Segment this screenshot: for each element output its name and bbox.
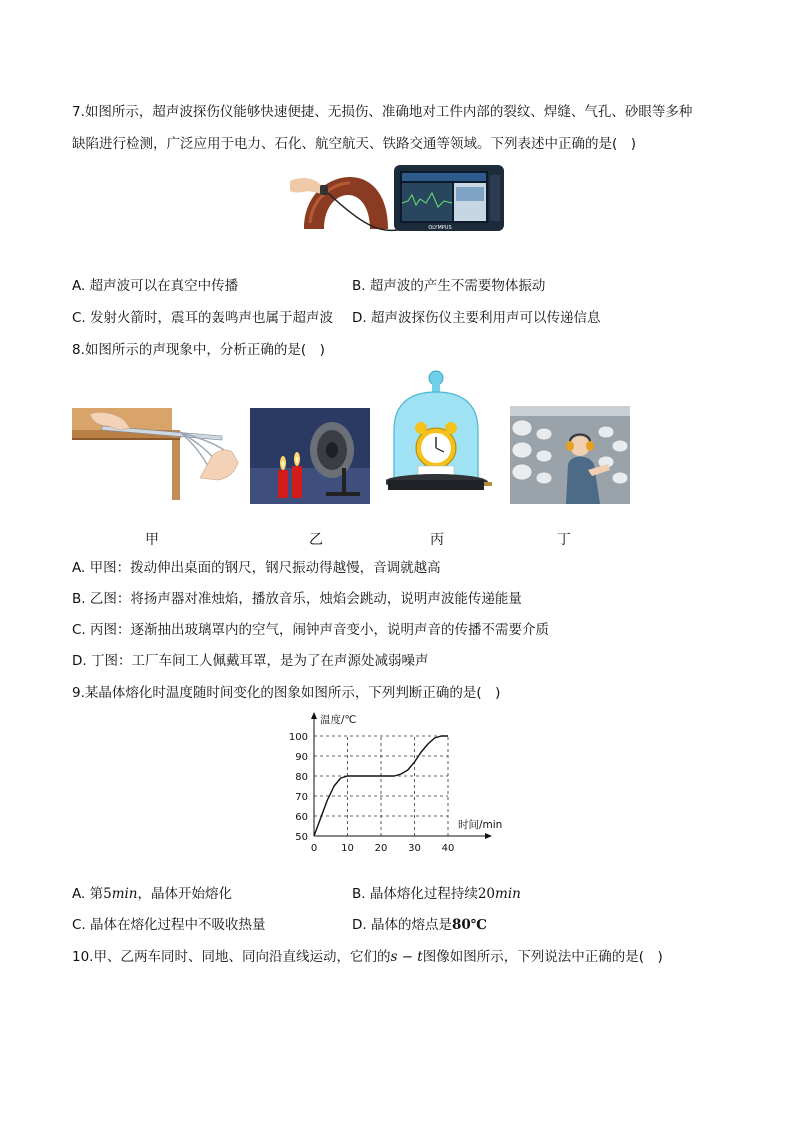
q7-stem-line2: 缺陷进行检测，广泛应用于电力、石化、航空航天、铁路交通等领域。下列表述中正确的是( ) bbox=[72, 136, 637, 152]
q9-option-d-prefix: D. 晶体的熔点是 bbox=[352, 917, 452, 933]
q9-option-b-unit: min bbox=[495, 886, 521, 902]
caption-jia: 甲 bbox=[145, 532, 159, 548]
x-axis-arrow bbox=[485, 833, 492, 839]
x-tick-label: 20 bbox=[374, 843, 388, 854]
device-brand-label: OLYMPUS bbox=[428, 225, 452, 231]
q9-option-d bbox=[352, 915, 487, 935]
q9-option-a-suffix: ，晶体开始熔化 bbox=[137, 886, 233, 902]
caption-yi: 乙 bbox=[309, 532, 323, 548]
q9-option-b-number: 20 bbox=[477, 886, 496, 902]
q9-option-a-unit: min bbox=[111, 886, 138, 902]
q7-stem-line1: 7.如图所示，超声波探伤仪能够快速便捷、无损伤、准确地对工件内部的裂纹、焊缝、气孔、砂眼等多种 bbox=[72, 104, 693, 120]
q8-option-b: B. 乙图：将扬声器对准烛焰，播放音乐，烛焰会跳动，说明声波能传递能量 bbox=[72, 591, 522, 607]
y-tick-label: 100 bbox=[288, 732, 308, 743]
q7-option-b: B. 超声波的产生不需要物体振动 bbox=[352, 278, 546, 294]
caption-ding: 丁 bbox=[557, 532, 571, 548]
y-tick-label: 70 bbox=[295, 792, 308, 803]
q9-stem: 9.某晶体熔化时温度随时间变化的图象如图所示，下列判断正确的是( ) bbox=[72, 685, 501, 701]
ultrasonic-flaw-detector-photo bbox=[290, 163, 506, 241]
factory-worker-earmuffs-photo bbox=[510, 406, 630, 504]
q9-option-a-prefix: A. 第 bbox=[72, 886, 104, 902]
y-axis-label: 温度/℃ bbox=[320, 714, 357, 726]
x-axis-label: 时间/min bbox=[458, 819, 503, 831]
q10-stem-math: s − t bbox=[390, 949, 423, 965]
y-tick-label: 80 bbox=[295, 772, 308, 783]
q9-option-d-value: 80℃ bbox=[451, 917, 487, 933]
q7-option-d: D. 超声波探伤仪主要利用声可以传递信息 bbox=[352, 310, 601, 326]
bell-jar-alarm-clock-photo bbox=[386, 368, 496, 504]
x-tick-label: 10 bbox=[341, 843, 354, 854]
q8-option-a: A. 甲图：拨动伸出桌面的钢尺，钢尺振动得越慢，音调就越高 bbox=[72, 560, 441, 576]
q10-stem bbox=[72, 947, 663, 967]
q9-option-a-number: 5 bbox=[103, 886, 112, 902]
q8-option-d: D. 丁图：工厂车间工人佩戴耳罩，是为了在声源处减弱噪声 bbox=[72, 653, 429, 669]
q7-option-c: C. 发射火箭时，震耳的轰鸣声也属于超声波 bbox=[72, 310, 334, 326]
y-tick-label: 50 bbox=[295, 832, 308, 843]
q9-option-a bbox=[72, 884, 232, 904]
ruler-on-desk-photo bbox=[72, 408, 242, 500]
q9-option-b-prefix: B. 晶体熔化过程持续 bbox=[352, 886, 478, 902]
q8-stem: 8.如图所示的声现象中，分析正确的是( ) bbox=[72, 342, 325, 358]
speaker-candles-photo bbox=[250, 408, 370, 504]
x-tick-label: 0 bbox=[310, 843, 318, 854]
q9-option-c: C. 晶体在熔化过程中不吸收热量 bbox=[72, 917, 266, 933]
x-tick-label: 30 bbox=[408, 843, 421, 854]
y-axis-arrow bbox=[311, 712, 317, 719]
melting-curve-chart bbox=[280, 710, 520, 860]
y-tick-label: 60 bbox=[295, 812, 308, 823]
q10-stem-suffix: 图像如图所示，下列说法中正确的是( ) bbox=[422, 949, 663, 965]
caption-bing: 丙 bbox=[430, 532, 444, 548]
q10-stem-prefix: 10.甲、乙两车同时、同地、同向沿直线运动，它们的 bbox=[72, 949, 391, 965]
q7-option-a: A. 超声波可以在真空中传播 bbox=[72, 278, 239, 294]
x-tick-label: 40 bbox=[441, 843, 455, 854]
q8-option-c: C. 丙图：逐渐抽出玻璃罩内的空气，闹钟声音变小，说明声音的传播不需要介质 bbox=[72, 622, 550, 638]
y-tick-label: 90 bbox=[295, 752, 308, 763]
q9-option-b bbox=[352, 884, 521, 904]
